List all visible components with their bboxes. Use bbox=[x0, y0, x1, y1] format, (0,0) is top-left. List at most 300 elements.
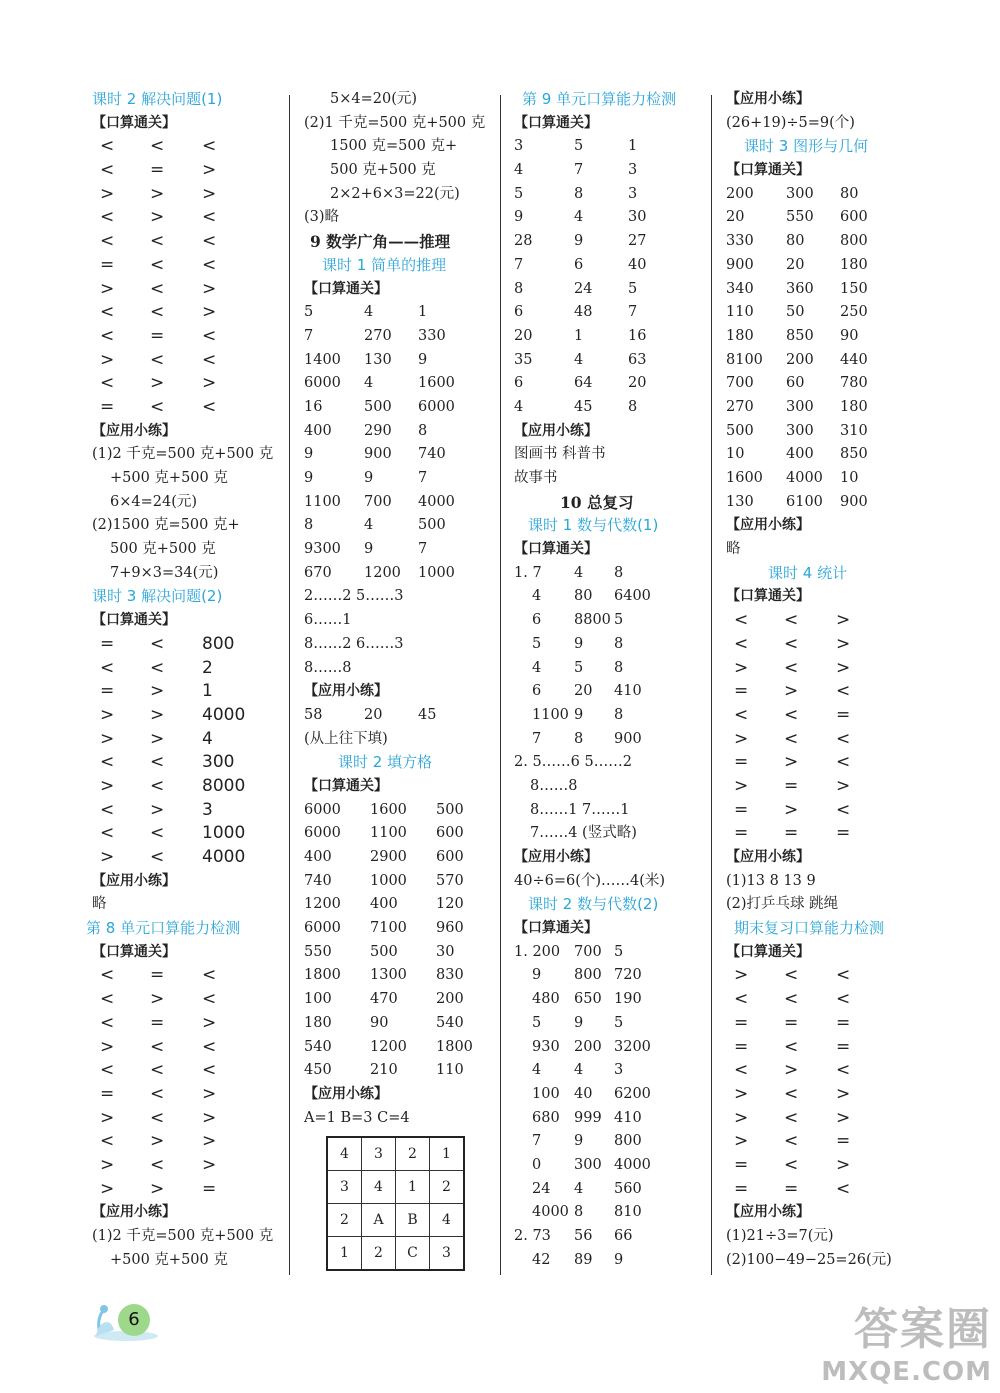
answer-cell: > bbox=[150, 704, 165, 725]
answer-cell: 1 bbox=[202, 681, 213, 702]
answer-cell: 56 bbox=[574, 1228, 593, 1244]
answer-cell: 6 bbox=[532, 683, 542, 700]
answer-line bbox=[92, 278, 282, 302]
answer-cell: 7 bbox=[574, 162, 584, 179]
answer-cell: 8 bbox=[628, 398, 638, 415]
answer-text: 故事书 bbox=[514, 470, 558, 486]
answer-cell: < bbox=[734, 989, 749, 1010]
answer-cell: 4 bbox=[514, 162, 524, 179]
lesson-heading: 课时 2 数与代数(2) bbox=[528, 895, 659, 914]
lesson-heading: 第 9 单元口算能力检测 bbox=[522, 90, 677, 108]
answer-cell: 7 bbox=[532, 730, 542, 747]
answer-cell: > bbox=[202, 1107, 217, 1128]
lesson-heading: 第 8 单元口算能力检测 bbox=[86, 919, 241, 938]
answer-cell: 89 bbox=[574, 1251, 593, 1268]
answer-cell: 8 bbox=[418, 422, 428, 439]
answer-cell: 9 bbox=[364, 470, 374, 486]
answer-cell: > bbox=[734, 728, 749, 749]
answer-cell: < bbox=[734, 633, 749, 654]
answer-line bbox=[514, 1154, 704, 1178]
answer-cell: 90 bbox=[840, 327, 859, 344]
answer-cell: 8 bbox=[574, 185, 584, 202]
answer-cell: 9 bbox=[364, 541, 374, 558]
answer-text: 5×4=20(元) bbox=[330, 91, 418, 107]
answer-cell: 300 bbox=[786, 185, 814, 202]
answer-cell: < bbox=[150, 1060, 165, 1081]
answer-cell: > bbox=[100, 1154, 115, 1175]
answer-cell: 20 bbox=[628, 375, 647, 392]
answer-cell: < bbox=[784, 633, 799, 654]
answer-line bbox=[726, 514, 916, 538]
answer-cell: 740 bbox=[418, 446, 446, 463]
answer-cell: 4000 bbox=[418, 493, 455, 510]
answer-cell: 30 bbox=[628, 209, 647, 226]
answer-cell: 80 bbox=[840, 185, 859, 202]
answer-line bbox=[92, 585, 282, 609]
answer-cell: = bbox=[734, 823, 749, 844]
answer-line bbox=[304, 301, 494, 325]
answer-cell: > bbox=[202, 1012, 217, 1033]
answer-line bbox=[322, 254, 494, 278]
answer-cell: 700 bbox=[726, 375, 754, 392]
grid-cell: A bbox=[362, 1204, 396, 1237]
section-label: 【应用小练】 bbox=[514, 849, 598, 865]
answer-cell: 410 bbox=[614, 683, 642, 700]
answer-cell: > bbox=[836, 610, 851, 631]
answer-line bbox=[726, 941, 916, 965]
answer-cell: 24 bbox=[574, 280, 593, 297]
answer-line bbox=[92, 1225, 282, 1249]
answer-cell: > bbox=[202, 1131, 217, 1152]
answer-line bbox=[92, 349, 282, 373]
answer-cell: < bbox=[202, 136, 217, 157]
answer-cell: 500 bbox=[364, 398, 392, 415]
answer-cell: > bbox=[100, 278, 115, 299]
answer-cell: 6400 bbox=[614, 588, 651, 605]
answer-cell: 8 bbox=[514, 280, 524, 297]
answer-line bbox=[514, 680, 704, 704]
answer-cell: < bbox=[150, 775, 165, 796]
answer-line bbox=[92, 88, 282, 112]
answer-cell: < bbox=[100, 302, 115, 323]
answer-line bbox=[304, 420, 494, 444]
answer-cell: 5 bbox=[532, 1014, 542, 1031]
answer-cell: > bbox=[734, 965, 749, 986]
lesson-heading: 课时 1 数与代数(1) bbox=[528, 516, 659, 535]
answer-line bbox=[514, 1083, 704, 1107]
answer-cell: 570 bbox=[436, 872, 464, 889]
answer-cell: < bbox=[836, 1178, 851, 1199]
answer-line bbox=[514, 870, 704, 894]
answer-line bbox=[92, 1178, 282, 1202]
answer-line bbox=[726, 775, 916, 799]
answer-cell: 330 bbox=[418, 327, 446, 344]
answer-line bbox=[726, 420, 916, 444]
answer-cell: 900 bbox=[614, 730, 642, 747]
answer-cell: 3 bbox=[628, 185, 638, 202]
answer-cell: 3200 bbox=[614, 1038, 651, 1055]
answer-line bbox=[330, 183, 494, 207]
section-label: 【应用小练】 bbox=[92, 422, 176, 439]
answer-cell: < bbox=[100, 657, 115, 678]
answer-cell: 8 bbox=[614, 564, 624, 581]
answer-cell: 400 bbox=[786, 446, 814, 463]
answer-cell: < bbox=[100, 752, 115, 773]
answer-cell: = bbox=[734, 1178, 749, 1199]
answer-text: (26+19)÷5=9(个) bbox=[726, 114, 855, 131]
unit-title: 9 数学广角——推理 bbox=[310, 232, 451, 252]
answer-line bbox=[304, 1012, 494, 1036]
section-label: 【应用小练】 bbox=[726, 91, 810, 107]
answer-line bbox=[304, 1059, 494, 1083]
answer-cell: 4 bbox=[364, 375, 374, 392]
answer-cell: 1200 bbox=[364, 564, 401, 581]
answer-cell: 1600 bbox=[726, 470, 763, 486]
answer-line bbox=[92, 704, 282, 728]
answer-line bbox=[304, 372, 494, 396]
answer-cell: > bbox=[100, 1178, 115, 1199]
answer-line bbox=[92, 799, 282, 823]
answer-column-2 bbox=[304, 88, 494, 1271]
answer-line bbox=[726, 1130, 916, 1154]
answer-cell: = bbox=[784, 1012, 799, 1033]
answer-cell: 200 bbox=[726, 185, 754, 202]
answer-cell: 400 bbox=[304, 849, 332, 865]
answer-line bbox=[110, 538, 282, 562]
answer-line bbox=[514, 112, 704, 136]
section-label: 【应用小练】 bbox=[304, 1085, 388, 1102]
answer-cell: < bbox=[150, 396, 165, 417]
answer-cell: 180 bbox=[304, 1014, 332, 1031]
answer-line bbox=[92, 254, 282, 278]
section-label: 【口算通关】 bbox=[726, 588, 810, 605]
section-label: 【口算通关】 bbox=[514, 114, 598, 131]
answer-line bbox=[726, 159, 916, 183]
grid-cell: 4 bbox=[430, 1204, 465, 1237]
answer-cell: > bbox=[836, 775, 851, 796]
answer-cell: 4000 bbox=[202, 704, 246, 725]
answer-cell: > bbox=[734, 657, 749, 678]
column-divider bbox=[500, 95, 501, 1275]
answer-cell: 300 bbox=[786, 422, 814, 439]
answer-cell: = bbox=[100, 254, 115, 275]
answer-cell: < bbox=[100, 1012, 115, 1033]
answer-cell: 45 bbox=[418, 706, 437, 723]
answer-cell: < bbox=[150, 349, 165, 370]
answer-line bbox=[726, 799, 916, 823]
section-label: 【口算通关】 bbox=[726, 162, 810, 179]
answer-line bbox=[514, 135, 704, 159]
answer-line bbox=[514, 633, 704, 657]
answer-line bbox=[304, 1107, 494, 1131]
answer-cell: 8000 bbox=[202, 775, 246, 796]
answer-line bbox=[514, 538, 704, 562]
answer-line bbox=[726, 112, 916, 136]
answer-cell: < bbox=[100, 325, 115, 346]
lesson-heading: 期末复习口算能力检测 bbox=[734, 919, 885, 938]
answer-cell: 780 bbox=[840, 375, 868, 392]
lesson-heading: 课时 1 简单的推理 bbox=[322, 255, 447, 274]
answer-line bbox=[304, 870, 494, 894]
lesson-heading: 课时 3 解决问题(2) bbox=[92, 587, 223, 606]
answer-cell: 1000 bbox=[202, 823, 246, 844]
answer-cell: 800 bbox=[614, 1133, 642, 1150]
answer-line bbox=[92, 372, 282, 396]
answer-text: 8……2 6……3 bbox=[304, 635, 404, 652]
answer-cell: 2900 bbox=[370, 849, 407, 865]
answer-line bbox=[304, 1083, 494, 1107]
answer-cell: = bbox=[100, 633, 115, 654]
answer-line bbox=[92, 893, 282, 917]
answer-cell: 120 bbox=[436, 896, 464, 913]
answer-line bbox=[514, 206, 704, 230]
answer-cell: 500 bbox=[436, 801, 464, 818]
answer-cell: 560 bbox=[614, 1180, 642, 1197]
answer-cell: < bbox=[150, 1036, 165, 1057]
answer-cell: < bbox=[784, 1036, 799, 1057]
answer-line bbox=[514, 846, 704, 870]
answer-cell: < bbox=[150, 302, 165, 323]
answer-cell: < bbox=[100, 823, 115, 844]
answer-cell: < bbox=[734, 610, 749, 631]
answer-line bbox=[514, 917, 704, 941]
answer-cell: 290 bbox=[364, 422, 392, 439]
answer-line bbox=[726, 609, 916, 633]
answer-cell: < bbox=[784, 704, 799, 725]
answer-line bbox=[514, 278, 704, 302]
answer-cell: < bbox=[150, 633, 165, 654]
section-label: 【口算通关】 bbox=[304, 777, 388, 794]
grid-cell: 4 bbox=[327, 1137, 362, 1171]
answer-line bbox=[726, 822, 916, 846]
answer-cell: 600 bbox=[840, 209, 868, 226]
answer-line bbox=[304, 657, 494, 681]
answer-cell: 63 bbox=[628, 351, 647, 368]
grid-cell: 2 bbox=[430, 1171, 465, 1204]
answer-cell: 4 bbox=[364, 304, 374, 321]
answer-cell: 66 bbox=[614, 1228, 633, 1244]
answer-cell: 4000 bbox=[202, 847, 246, 867]
answer-cell: 7 bbox=[514, 256, 524, 273]
answer-line bbox=[304, 585, 494, 609]
answer-line bbox=[726, 325, 916, 349]
answer-line bbox=[522, 88, 704, 112]
answer-line bbox=[92, 1083, 282, 1107]
answer-line bbox=[514, 230, 704, 254]
answer-cell: 850 bbox=[840, 446, 868, 463]
answer-line bbox=[310, 230, 494, 254]
section-label: 【口算通关】 bbox=[726, 943, 810, 960]
answer-cell: < bbox=[150, 823, 165, 844]
answer-cell: 20 bbox=[786, 256, 805, 273]
answer-text: (3)略 bbox=[304, 209, 340, 226]
answer-cell: 1200 bbox=[370, 1038, 407, 1055]
answer-cell: 4 bbox=[532, 659, 542, 676]
watermark: 答案圈 MXQE.COM bbox=[821, 1304, 992, 1387]
answer-cell: 50 bbox=[786, 304, 805, 321]
answer-cell: = bbox=[836, 1036, 851, 1057]
answer-cell: 9 bbox=[574, 233, 584, 250]
answer-line bbox=[304, 491, 494, 515]
answer-cell: = bbox=[836, 704, 851, 725]
answer-line bbox=[726, 585, 916, 609]
answer-cell: < bbox=[784, 1131, 799, 1152]
section-label: 【口算通关】 bbox=[92, 114, 176, 131]
answer-line bbox=[92, 183, 282, 207]
answer-cell: 9 bbox=[514, 209, 524, 226]
answer-line bbox=[92, 1201, 282, 1225]
answer-cell: 6000 bbox=[418, 398, 455, 415]
answer-cell: < bbox=[100, 965, 115, 986]
answer-cell: 4 bbox=[532, 1062, 542, 1079]
answer-cell: 130 bbox=[726, 493, 754, 510]
answer-line bbox=[726, 1154, 916, 1178]
answer-cell: 6200 bbox=[614, 1085, 651, 1102]
answer-text: 40÷6=6(个)……4(米) bbox=[514, 872, 666, 889]
answer-cell: 4 bbox=[514, 398, 524, 415]
answer-line bbox=[514, 585, 704, 609]
answer-cell: < bbox=[202, 349, 217, 370]
answer-line bbox=[726, 278, 916, 302]
grid-cell: 4 bbox=[362, 1171, 396, 1204]
answer-cell: 9 bbox=[532, 967, 542, 984]
answer-cell: 7 bbox=[418, 541, 428, 558]
answer-cell: 48 bbox=[574, 304, 593, 321]
answer-cell: 40 bbox=[574, 1085, 593, 1102]
answer-cell: 360 bbox=[786, 280, 814, 297]
answer-cell: 400 bbox=[304, 422, 332, 439]
answer-cell: < bbox=[150, 278, 165, 299]
answer-line bbox=[514, 728, 704, 752]
section-label: 【口算通关】 bbox=[92, 943, 176, 960]
answer-line bbox=[304, 112, 494, 136]
answer-cell: = bbox=[100, 396, 115, 417]
answer-line bbox=[514, 159, 704, 183]
answer-cell: > bbox=[100, 183, 115, 204]
answer-cell: 58 bbox=[304, 706, 323, 723]
answer-cell: > bbox=[202, 278, 217, 299]
answer-line bbox=[726, 88, 916, 112]
grid-row bbox=[327, 1137, 464, 1171]
answer-cell: 8 bbox=[614, 706, 624, 723]
answer-cell: = bbox=[734, 1036, 749, 1057]
answer-line bbox=[726, 443, 916, 467]
answer-cell: 5 bbox=[304, 304, 314, 321]
column-divider bbox=[711, 95, 712, 1275]
answer-cell: = bbox=[100, 1083, 115, 1104]
answer-cell: = bbox=[734, 1012, 749, 1033]
answer-line bbox=[304, 964, 494, 988]
answer-cell: 5 bbox=[614, 1014, 624, 1031]
answer-cell: 20 bbox=[574, 683, 593, 700]
answer-cell: > bbox=[202, 373, 217, 394]
answer-text: +500 克+500 克 bbox=[110, 1251, 228, 1268]
answer-cell: < bbox=[150, 657, 165, 678]
answer-line bbox=[330, 88, 494, 112]
answer-cell: > bbox=[784, 681, 799, 702]
answer-cell: 250 bbox=[840, 304, 868, 321]
answer-cell: < bbox=[150, 231, 165, 252]
answer-cell: 200 bbox=[574, 1038, 602, 1055]
answer-cell: > bbox=[150, 1131, 165, 1152]
answer-line bbox=[304, 443, 494, 467]
answer-text: (2)100−49−25=26(元) bbox=[726, 1251, 892, 1268]
answer-line bbox=[726, 467, 916, 491]
answer-cell: 500 bbox=[726, 422, 754, 439]
answer-cell: 5 bbox=[532, 635, 542, 652]
answer-cell: 150 bbox=[840, 280, 868, 297]
answer-cell: < bbox=[784, 989, 799, 1010]
answer-cell: 999 bbox=[574, 1109, 602, 1126]
answer-line bbox=[92, 941, 282, 965]
answer-cell: 16 bbox=[304, 398, 323, 415]
answer-cell: 20 bbox=[726, 209, 745, 226]
answer-text: (1)13 8 13 9 bbox=[726, 872, 816, 889]
answer-text: 7……4 (竖式略) bbox=[530, 825, 637, 842]
answer-cell: = bbox=[734, 681, 749, 702]
answer-cell: 1400 bbox=[304, 351, 341, 368]
answer-cell: < bbox=[784, 1083, 799, 1104]
answer-cell: < bbox=[836, 752, 851, 773]
answer-line bbox=[726, 491, 916, 515]
answer-cell: 400 bbox=[370, 896, 398, 913]
answer-cell: 800 bbox=[574, 967, 602, 984]
answer-text: (1)2 千克=500 克+500 克 bbox=[92, 1228, 274, 1244]
answer-text: 7+9×3=34(元) bbox=[110, 564, 219, 581]
answer-line bbox=[726, 396, 916, 420]
answer-text: 2. 5……6 5……2 bbox=[514, 754, 632, 771]
answer-cell: 8 bbox=[304, 517, 314, 534]
answer-cell: 180 bbox=[840, 256, 868, 273]
answer-cell: < bbox=[202, 396, 217, 417]
answer-cell: 1600 bbox=[418, 375, 455, 392]
answer-cell: > bbox=[784, 752, 799, 773]
answer-cell: 4000 bbox=[614, 1156, 651, 1173]
answer-cell: 8 bbox=[614, 635, 624, 652]
answer-line bbox=[304, 349, 494, 373]
answer-cell: < bbox=[100, 373, 115, 394]
answer-cell: 40 bbox=[628, 256, 647, 273]
answer-cell: 64 bbox=[574, 375, 593, 392]
answer-text: 8……8 bbox=[304, 659, 352, 676]
answer-cell: 10 bbox=[726, 446, 745, 463]
answer-cell: 20 bbox=[364, 706, 383, 723]
answer-line bbox=[304, 775, 494, 799]
answer-line bbox=[528, 893, 704, 917]
answer-cell: < bbox=[784, 965, 799, 986]
answer-cell: 210 bbox=[370, 1062, 398, 1079]
answer-cell: 180 bbox=[840, 398, 868, 415]
answer-line bbox=[304, 917, 494, 941]
answer-cell: 7 bbox=[628, 304, 638, 321]
section-label: 【口算通关】 bbox=[92, 612, 176, 629]
answer-line bbox=[726, 1225, 916, 1249]
answer-cell: < bbox=[150, 1083, 165, 1104]
answer-cell: 4 bbox=[202, 728, 213, 749]
answer-line bbox=[726, 1083, 916, 1107]
answer-text: (2)打乒乓球 跳绳 bbox=[726, 896, 839, 913]
answer-cell: 5 bbox=[614, 943, 624, 960]
answer-text: 8……1 7……1 bbox=[530, 801, 630, 818]
answer-cell: 800 bbox=[202, 633, 235, 654]
answer-cell: 9 bbox=[304, 446, 314, 463]
answer-cell: 110 bbox=[726, 304, 754, 321]
answer-line bbox=[92, 135, 282, 159]
answer-line bbox=[304, 633, 494, 657]
answer-line bbox=[92, 514, 282, 538]
answer-cell: < bbox=[836, 989, 851, 1010]
answer-line bbox=[514, 1059, 704, 1083]
